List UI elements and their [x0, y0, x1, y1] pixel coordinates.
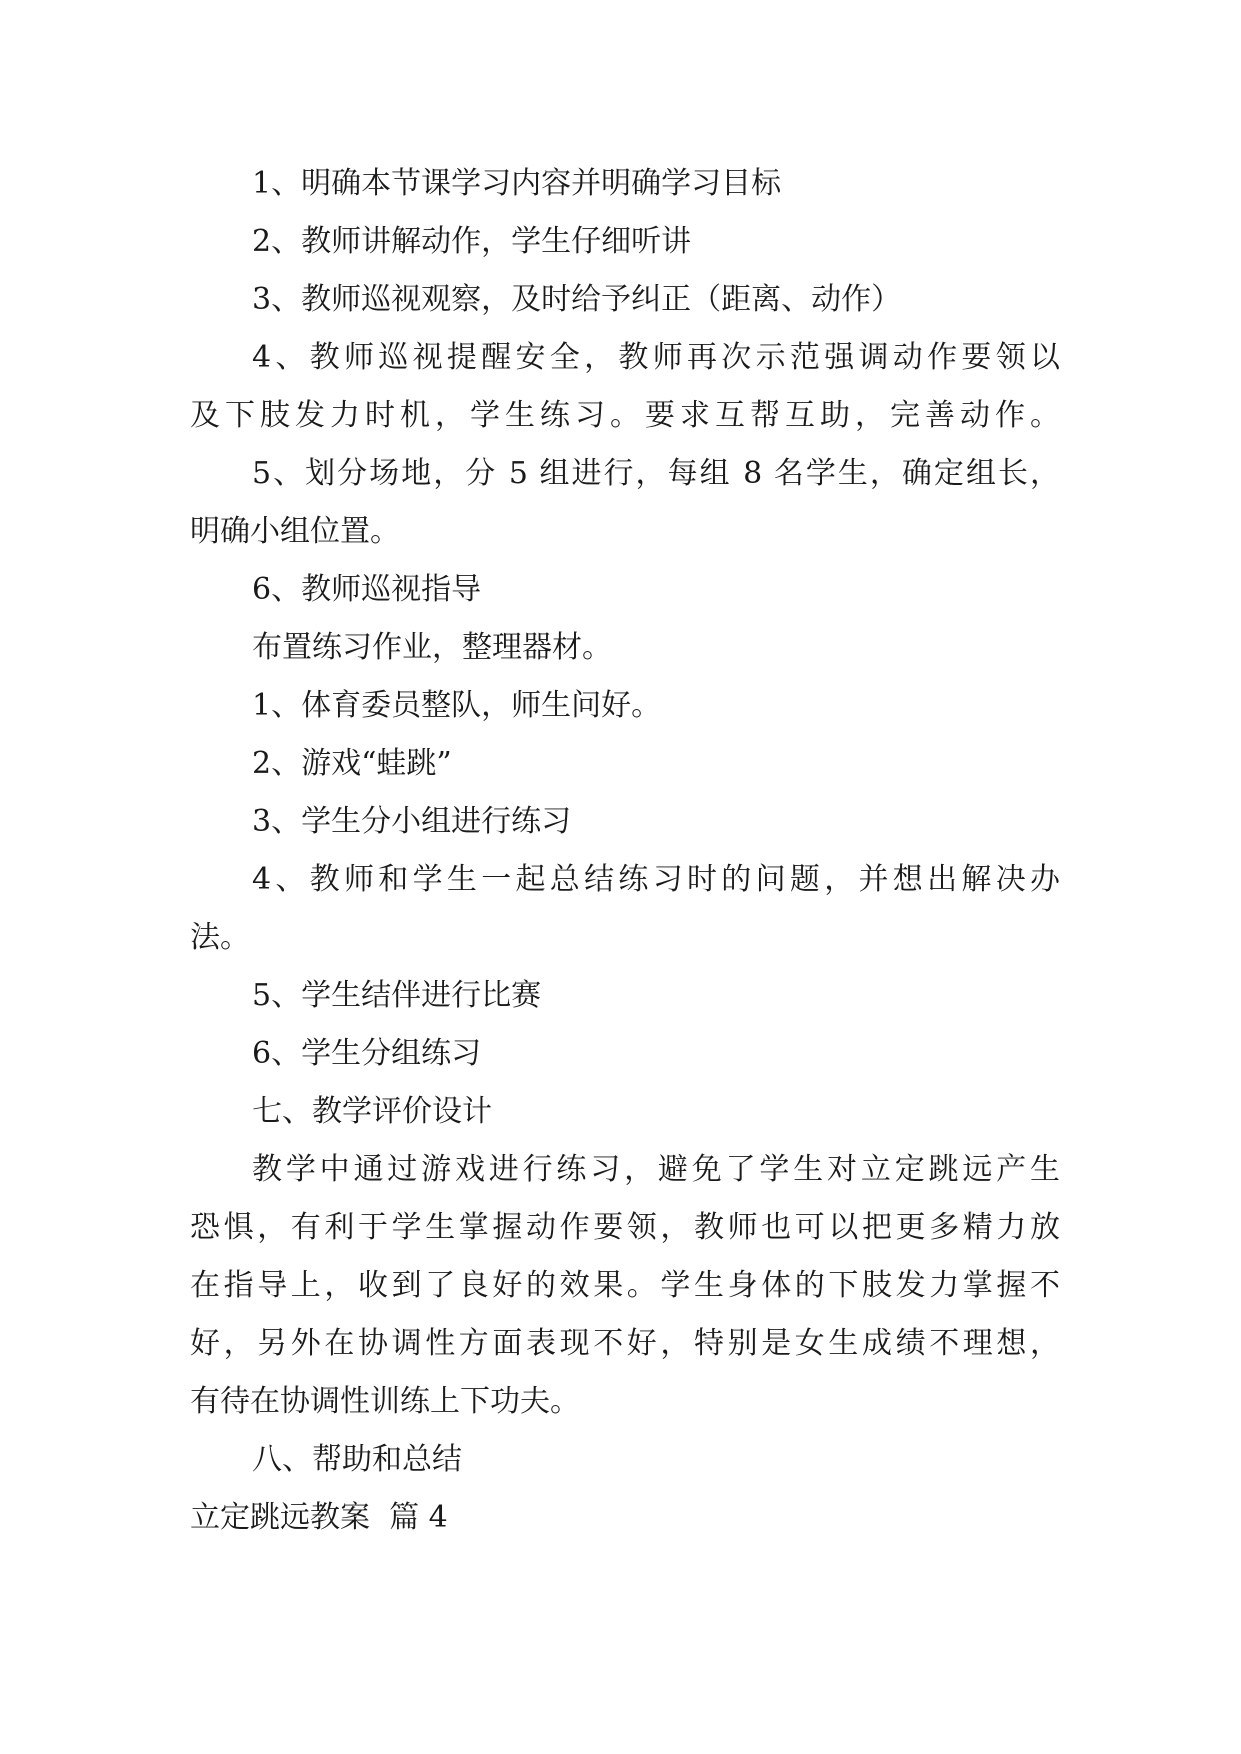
paragraph-line: 4、教师巡视提醒安全，教师再次示范强调动作要领以 [252, 340, 1060, 375]
paragraph-line: 1、明确本节课学习内容并明确学习目标 [252, 166, 782, 201]
paragraph-line: 法。 [190, 920, 250, 955]
paragraph-line: 5、划分场地，分 5 组进行，每组 8 名学生，确定组长， [252, 456, 1060, 491]
paragraph-line: 6、教师巡视指导 [252, 572, 482, 607]
paragraph-line: 6、学生分组练习 [252, 1036, 482, 1071]
paragraph-line: 明确小组位置。 [190, 514, 400, 549]
paragraph-line: 教学中通过游戏进行练习，避免了学生对立定跳远产生 [252, 1152, 1060, 1187]
paragraph-line: 4、教师和学生一起总结练习时的问题，并想出解决办 [252, 862, 1060, 897]
paragraph-line: 1、体育委员整队，师生问好。 [252, 688, 662, 723]
paragraph-line: 2、游戏“蛙跳” [252, 746, 452, 781]
paragraph-line: 2、教师讲解动作，学生仔细听讲 [252, 224, 692, 259]
section-heading: 七、教学评价设计 [252, 1094, 492, 1129]
paragraph-line: 在指导上，收到了良好的效果。学生身体的下肢发力掌握不 [190, 1268, 1060, 1303]
paragraph-line: 3、学生分小组进行练习 [252, 804, 572, 839]
document-title: 立定跳远教案 篇 4 [190, 1500, 448, 1535]
paragraph-line: 及下肢发力时机，学生练习。要求互帮互助，完善动作。 [190, 398, 1060, 433]
paragraph-line: 恐惧，有利于学生掌握动作要领，教师也可以把更多精力放 [190, 1210, 1060, 1245]
paragraph-line: 有待在协调性训练上下功夫。 [190, 1384, 580, 1419]
paragraph-line: 布置练习作业，整理器材。 [252, 630, 612, 665]
paragraph-line: 好，另外在协调性方面表现不好，特别是女生成绩不理想， [190, 1326, 1060, 1361]
section-heading: 八、帮助和总结 [252, 1442, 462, 1477]
paragraph-line: 5、学生结伴进行比赛 [252, 978, 542, 1013]
paragraph-line: 3、教师巡视观察，及时给予纠正（距离、动作） [252, 282, 902, 317]
